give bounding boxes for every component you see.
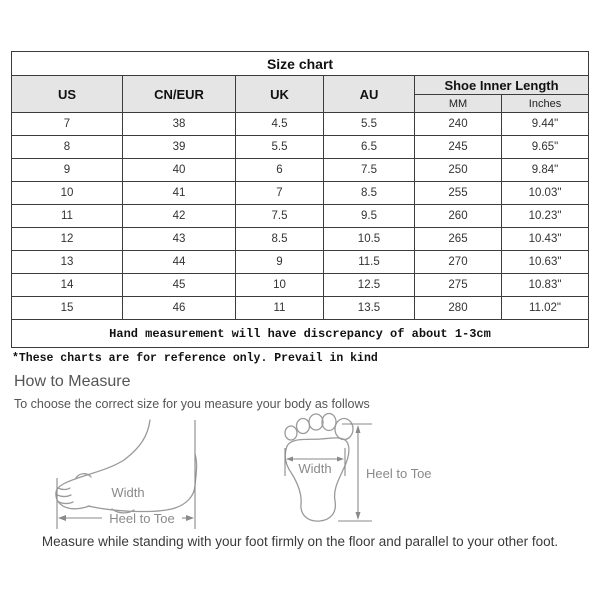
table-cell: 13.5 [324, 297, 415, 320]
table-cell: 40 [123, 159, 236, 182]
table-cell: 270 [415, 251, 502, 274]
table-cell: 7 [12, 113, 123, 136]
foot-side-view-diagram [52, 416, 242, 536]
footprint-top-view-diagram [278, 402, 463, 537]
table-cell: 13 [12, 251, 123, 274]
size-chart-table [11, 51, 589, 348]
table-cell: 45 [123, 274, 236, 297]
table-row [12, 159, 589, 182]
table-cell: 12.5 [324, 274, 415, 297]
how-to-measure-title: How to Measure [14, 373, 131, 390]
table-cell: 8 [12, 136, 123, 159]
toe-lines [57, 488, 73, 504]
col-header-uk: UK [236, 76, 324, 113]
footprint-outline [285, 438, 349, 521]
table-cell: 42 [123, 205, 236, 228]
table-cell: 10.43" [502, 228, 589, 251]
table-cell: 39 [123, 136, 236, 159]
table-cell: 46 [123, 297, 236, 320]
table-cell: 5.5 [236, 136, 324, 159]
table-cell: 9 [12, 159, 123, 182]
width-label: Width [111, 485, 145, 500]
table-cell: 260 [415, 205, 502, 228]
table-cell: 6.5 [324, 136, 415, 159]
toe-icon [309, 414, 323, 430]
table-row [12, 182, 589, 205]
table-cell: 265 [415, 228, 502, 251]
col-header-cn-eur: CN/EUR [123, 76, 236, 113]
arrow-right-head [337, 457, 344, 462]
table-cell: 11 [12, 205, 123, 228]
table-row [12, 228, 589, 251]
table-cell: 275 [415, 274, 502, 297]
table-cell: 9.5 [324, 205, 415, 228]
col-header-au: AU [324, 76, 415, 113]
table-row [12, 274, 589, 297]
table-footnote: Hand measurement will have discrepancy of about 1-3cm [12, 320, 589, 348]
table-cell: 38 [123, 113, 236, 136]
table-cell: 10.03" [502, 182, 589, 205]
col-header-us: US [12, 76, 123, 113]
table-row [12, 297, 589, 320]
col-header-inches: Inches [502, 95, 589, 113]
table-header-row [12, 76, 589, 95]
table-cell: 9.84" [502, 159, 589, 182]
table-cell: 41 [123, 182, 236, 205]
col-header-shoe-inner-length: Shoe Inner Length [415, 76, 589, 95]
reference-note: *These charts are for reference only. Prevail in kind [12, 352, 378, 365]
table-cell: 15 [12, 297, 123, 320]
table-cell: 43 [123, 228, 236, 251]
how-to-measure-subtitle: To choose the correct size for you measure your body as follows [14, 397, 370, 411]
table-cell: 8.5 [236, 228, 324, 251]
arrow-left-head [58, 515, 66, 521]
heel-to-toe-label: Heel to Toe [109, 511, 175, 526]
foot-sole-outline [88, 454, 197, 512]
table-cell: 11.02" [502, 297, 589, 320]
table-cell: 7.5 [236, 205, 324, 228]
toe-icon [285, 426, 297, 440]
table-cell: 280 [415, 297, 502, 320]
table-cell: 7 [236, 182, 324, 205]
table-cell: 8.5 [324, 182, 415, 205]
table-cell: 5.5 [324, 113, 415, 136]
table-cell: 240 [415, 113, 502, 136]
table-row [12, 136, 589, 159]
table-cell: 7.5 [324, 159, 415, 182]
table-cell: 10.5 [324, 228, 415, 251]
big-toe-icon [335, 419, 353, 440]
table-title: Size chart [12, 52, 589, 76]
table-cell: 10.23" [502, 205, 589, 228]
table-cell: 14 [12, 274, 123, 297]
col-header-mm: MM [415, 95, 502, 113]
toe-icon [297, 419, 310, 434]
arrow-left-head [286, 457, 293, 462]
table-cell: 9.44" [502, 113, 589, 136]
width-label: Width [298, 461, 332, 476]
table-row [12, 251, 589, 274]
table-footnote-row [12, 320, 589, 348]
table-cell: 4.5 [236, 113, 324, 136]
table-cell: 9 [236, 251, 324, 274]
toe-icon [322, 414, 336, 431]
table-cell: 11.5 [324, 251, 415, 274]
heel-to-toe-label: Heel to Toe [366, 466, 432, 481]
table-cell: 9.65" [502, 136, 589, 159]
table-cell: 6 [236, 159, 324, 182]
arrow-right-head [186, 515, 194, 521]
table-cell: 245 [415, 136, 502, 159]
table-title-row [12, 52, 589, 76]
table-row [12, 113, 589, 136]
measurement-instruction: Measure while standing with your foot firmly on the floor and parallel to your other foot. [41, 534, 559, 549]
table-cell: 10.63" [502, 251, 589, 274]
arrow-bottom-head [356, 512, 361, 520]
arrow-top-head [356, 425, 361, 433]
table-cell: 10 [236, 274, 324, 297]
table-cell: 10.83" [502, 274, 589, 297]
table-cell: 10 [12, 182, 123, 205]
table-cell: 12 [12, 228, 123, 251]
table-cell: 250 [415, 159, 502, 182]
table-cell: 44 [123, 251, 236, 274]
table-cell: 11 [236, 297, 324, 320]
table-cell: 255 [415, 182, 502, 205]
table-row [12, 205, 589, 228]
